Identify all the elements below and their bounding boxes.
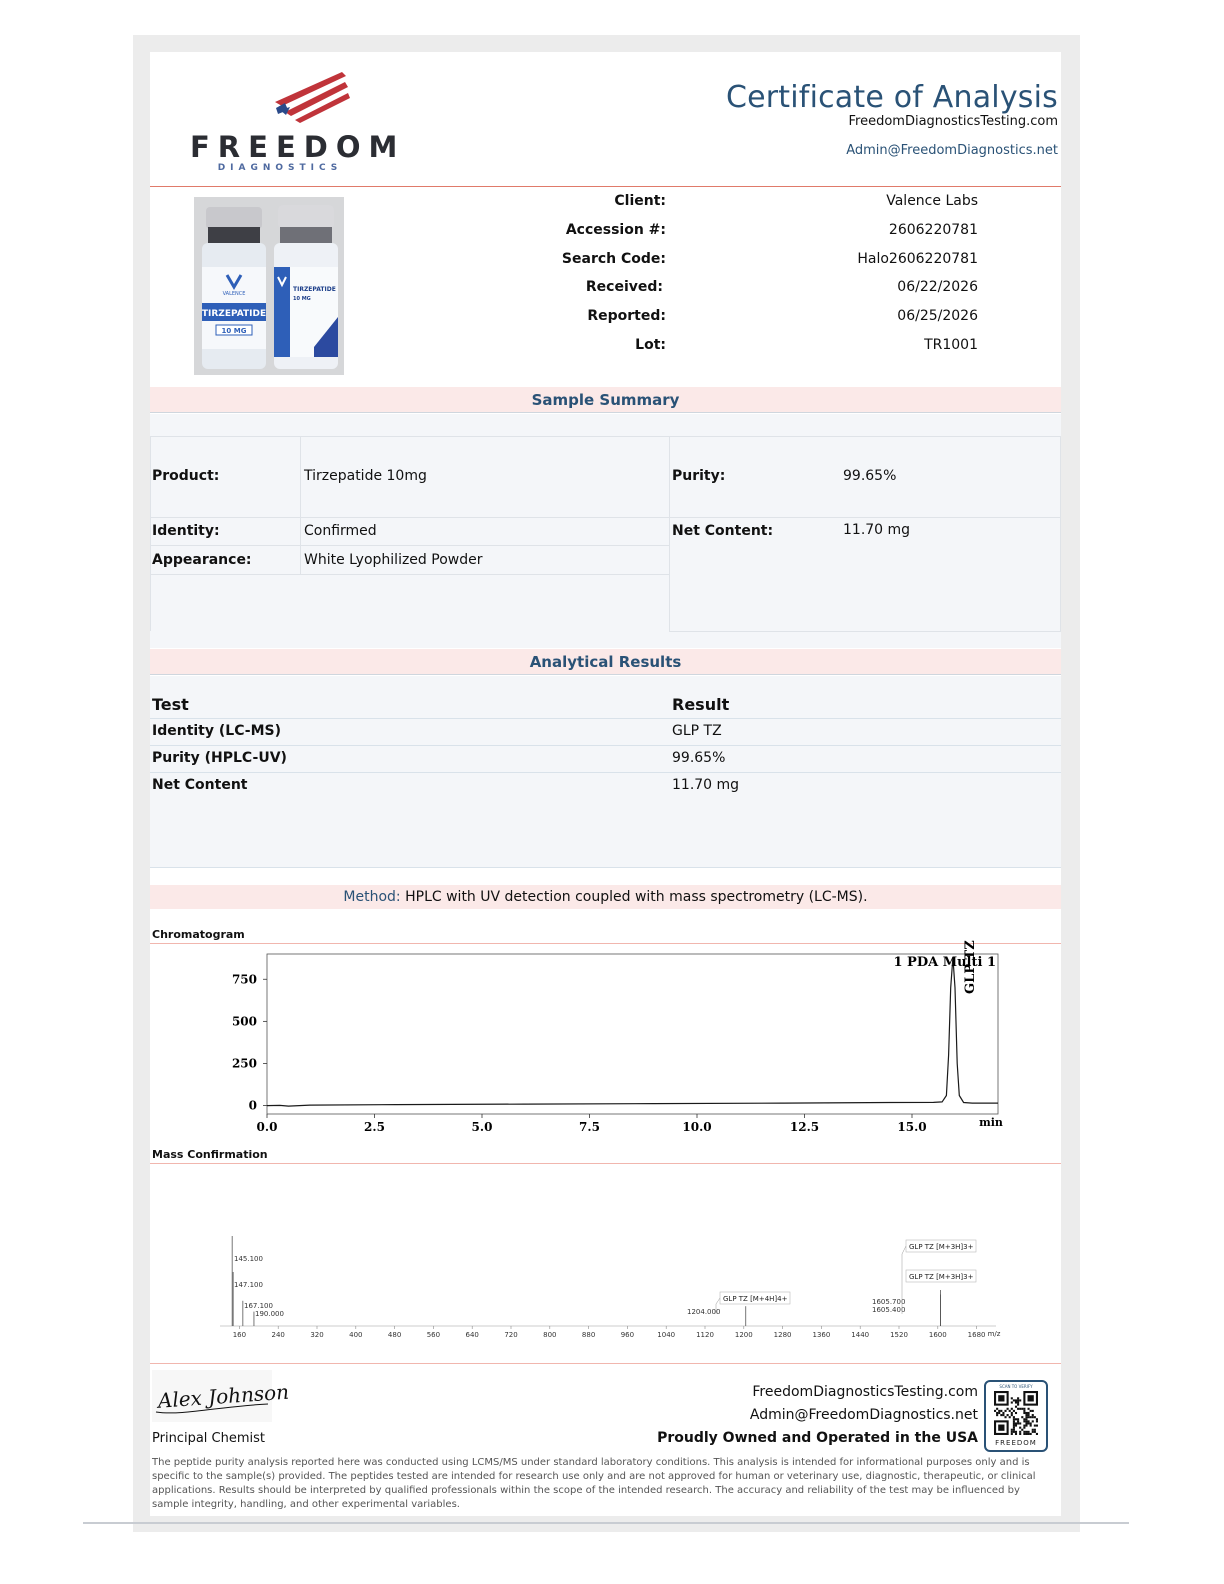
accession-value: 2606220781 [888,222,978,238]
table-row-result: 11.70 mg [672,777,740,793]
qr-top-caption: SCAN TO VERIFY [999,1384,1033,1389]
ms-x-tick-label: 320 [310,1331,324,1339]
chromatogram-y-tick-label: 0 [248,1098,257,1113]
footer-website-link[interactable]: FreedomDiagnosticsTesting.com [752,1384,978,1400]
ms-annotation: GLP TZ [M+3H]3+ [909,1273,974,1281]
qr-caption: FREEDOM [995,1439,1037,1447]
ms-x-tick-label: 400 [349,1331,363,1339]
ms-peak-label: 1204.000 [687,1308,721,1316]
legal-disclaimer: The peptide purity analysis reported here was conducted using LCMS/MS under standard laboratory conditions. This analysis is intended for informational purposes only and is specific to the sample(s) provided. The peptides tested are intended for research use only and are not approved for human or veterinary use, diagnostic, therapeutic, or clinical applications. Results should be interpreted by qualified professionals within the scope of the intended research. The accuracy and reliability of the test may be influenced by sample integrity, handling, and other experimental variables. [152,1457,1036,1510]
logo-subtext: DIAGNOSTICS [217,163,343,173]
product-label: Product: [152,468,220,484]
chromatogram-chart [150,940,1061,1134]
ms-x-unit: m/z [987,1330,1001,1338]
purity-value: 99.65% [843,468,897,484]
client-value: Valence Labs [886,193,978,209]
table-row-test: Purity (HPLC-UV) [152,750,287,766]
ms-annotation: GLP TZ [M+3H]3+ [909,1243,974,1251]
chromatogram-x-tick-label: 5.0 [471,1120,493,1134]
ms-peak-label: 1605.700 [872,1298,906,1306]
appearance-label: Appearance: [152,552,252,568]
chromatogram-x-tick-label: 10.0 [682,1120,712,1134]
chromatogram-caption: Chromatogram [152,928,245,941]
reported-label: Reported: [587,308,666,324]
chromatogram-y-tick-label: 250 [231,1056,257,1071]
ms-x-tick-label: 960 [620,1331,635,1339]
header-divider [150,186,1061,187]
results-col-result: Result [672,695,730,714]
chromatogram-y-tick-label: 750 [231,972,257,987]
ms-x-tick-label: 240 [271,1331,285,1339]
ms-peak-label: 167.100 [244,1302,273,1310]
sample-summary-title: Sample Summary [531,391,680,409]
chromatogram-plot-frame [267,954,998,1114]
ms-x-tick-label: 880 [581,1331,596,1339]
appearance-value: White Lyophilized Powder [304,552,483,568]
ms-x-tick-label: 1600 [928,1331,947,1339]
ms-x-tick-label: 480 [387,1331,402,1339]
search-code-label: Search Code: [561,251,666,267]
net-content-label: Net Content: [672,523,774,539]
ms-peak-label: 145.100 [234,1255,263,1263]
method-band [150,885,1061,909]
sample-summary-header [150,387,1061,413]
search-code-value: Halo2606220781 [857,251,978,267]
ms-x-tick-label: 1040 [657,1331,676,1339]
method-text: HPLC with UV detection coupled with mass spectrometry (LC-MS). [405,889,868,905]
header-email-link[interactable]: Admin@FreedomDiagnostics.net [846,143,1058,158]
table-row-test: Identity (LC-MS) [152,723,282,739]
ms-x-tick-label: 560 [426,1331,441,1339]
table-row-result: 99.65% [672,750,726,766]
identity-value: Confirmed [304,523,377,539]
signer-title: Principal Chemist [152,1431,265,1446]
signature-image [152,1370,290,1422]
reported-value: 06/25/2026 [897,308,978,324]
client-label: Client: [614,193,666,209]
flag-stripes-icon [275,72,350,123]
chromatogram-y-tick-label: 500 [231,1014,257,1029]
chromatogram-x-tick-label: 2.5 [364,1120,385,1134]
ms-x-tick-label: 1440 [851,1331,870,1339]
lot-label: Lot: [635,337,666,353]
identity-label: Identity: [152,523,220,539]
vial-brand-text: VALENCE [222,291,246,297]
ms-peak-label: 1605.400 [872,1306,906,1314]
svg-text:TIRZEPATIDE: TIRZEPATIDE [293,286,336,293]
footer-email-link[interactable]: Admin@FreedomDiagnostics.net [749,1407,978,1423]
chromatogram-x-unit: min [979,1116,1003,1129]
chromatogram-x-tick-label: 15.0 [897,1120,927,1134]
received-value: 06/22/2026 [897,279,978,295]
vial-dose-text: 10 MG [221,327,247,335]
mass-spectrum-chart [150,1164,1061,1344]
ms-x-tick-label: 160 [232,1331,247,1339]
chromatogram-x-tick-label: 7.5 [579,1120,600,1134]
lot-value: TR1001 [924,337,978,353]
product-value: Tirzepatide 10mg [304,468,427,484]
mass-confirmation-caption: Mass Confirmation [152,1148,268,1161]
chromatogram-x-tick-label: 12.5 [789,1120,820,1134]
ms-peak-label: 147.100 [234,1281,263,1289]
ms-peak-label: 190.000 [255,1310,284,1318]
method-label: Method: [343,889,401,905]
ms-x-tick-label: 1360 [812,1331,831,1339]
purity-label: Purity: [672,468,726,484]
ms-x-tick-label: 720 [504,1331,518,1339]
table-row-result: GLP TZ [672,723,722,739]
ms-x-tick-label: 1280 [773,1331,792,1339]
document-title: Certificate of Analysis [725,80,1058,115]
footer-tagline: Proudly Owned and Operated in the USA [657,1430,978,1446]
ms-x-tick-label: 1520 [890,1331,908,1339]
logo-wordmark: FREEDOM [190,130,406,164]
verification-qr-code[interactable] [984,1380,1048,1452]
signature-text: Alex Johnson [157,1379,290,1413]
ms-x-tick-label: 1200 [734,1331,753,1339]
sample-summary-table [150,414,1061,648]
header-website-link[interactable]: FreedomDiagnosticsTesting.com [848,114,1058,129]
results-col-test: Test [152,695,189,714]
freedom-logo [190,60,406,180]
chromatogram-x-tick-label: 0.0 [256,1120,278,1134]
vial-label-text: TIRZEPATIDE [201,309,267,319]
accession-label: Accession #: [565,222,666,238]
product-photo [194,197,344,375]
certificate-sheet [150,52,1061,1516]
qr-code-icon [994,1391,1038,1435]
chromatogram-peak-label: GLP TZ [963,940,978,994]
net-content-value: 11.70 mg [843,522,911,538]
analytical-results-title: Analytical Results [529,653,682,671]
table-row-test: Net Content [152,777,248,793]
svg-text:10 MG: 10 MG [293,296,311,302]
analytical-results-header [150,649,1061,675]
chromatogram-trace [267,957,998,1106]
received-label: Received: [585,279,663,295]
chromatogram-legend: 1 PDA Multi 1 [893,955,996,970]
ms-x-tick-label: 1680 [967,1331,986,1339]
ms-x-tick-label: 800 [543,1331,557,1339]
ms-annotation: GLP TZ [M+4H]4+ [723,1295,788,1303]
ms-x-tick-label: 640 [465,1331,479,1339]
page-bottom-rule [83,1522,1129,1524]
ms-x-tick-label: 1120 [696,1331,714,1339]
